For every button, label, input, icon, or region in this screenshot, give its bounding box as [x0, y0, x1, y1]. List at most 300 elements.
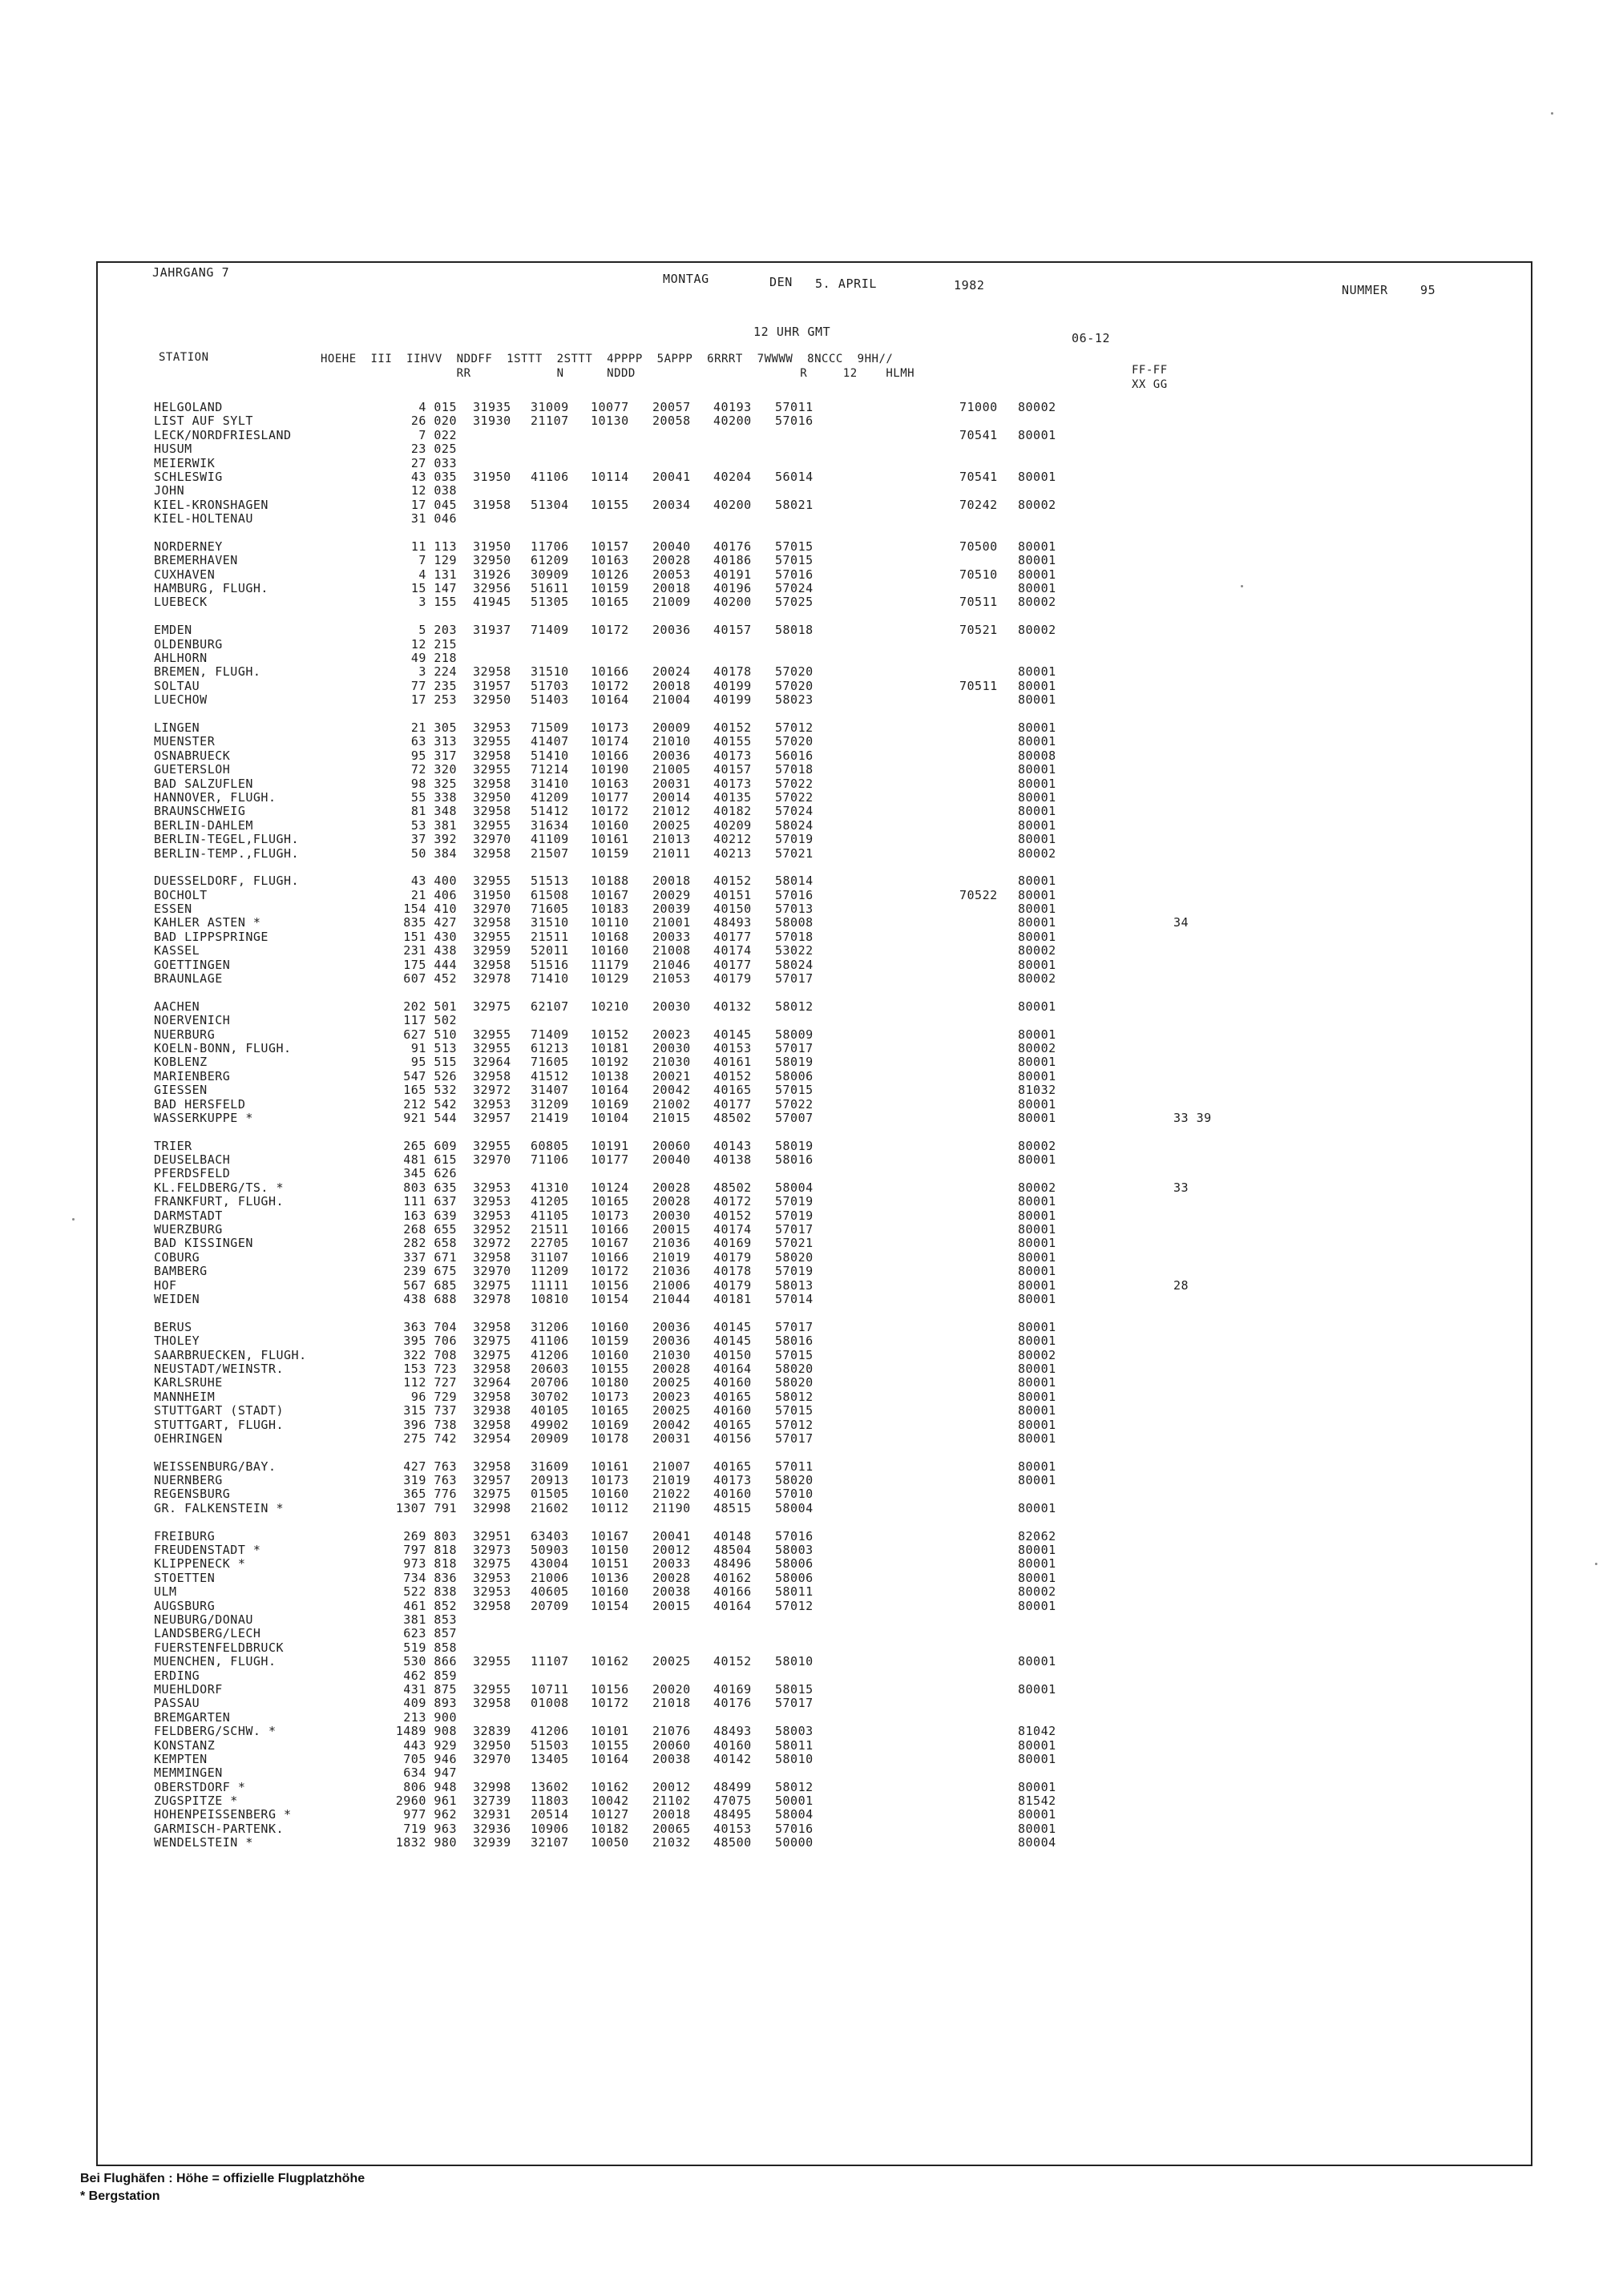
code-4pppp: 40135 [713, 789, 752, 805]
code-nddff: 41407 [531, 734, 569, 749]
code-1sttt: 10157 [591, 539, 629, 554]
code-nddff: 21511 [531, 1222, 569, 1237]
station-name: NEUBURG/DONAU [154, 1612, 253, 1627]
elevation-block: 21 305 [410, 720, 457, 735]
code-8nccc: 80001 [1018, 1556, 1056, 1572]
code-nddff: 41209 [531, 789, 569, 805]
station-name: NOERVENICH [154, 1013, 231, 1028]
code-iihvv: 32975 [473, 1334, 511, 1349]
station-name: AACHEN [154, 999, 200, 1014]
code-8nccc: 80002 [1018, 623, 1056, 638]
code-1sttt: 10168 [591, 929, 629, 944]
code-2sttt: 20040 [652, 1152, 691, 1168]
code-4pppp: 40165 [713, 1389, 752, 1404]
elevation-block: 275 742 [403, 1430, 457, 1446]
station-name: BAD LIPPSPRINGE [154, 929, 269, 944]
code-4pppp: 40213 [713, 845, 752, 861]
extra-column-top: 06-12 [1072, 331, 1111, 345]
code-4pppp: 48502 [713, 1180, 752, 1195]
code-1sttt: 10190 [591, 762, 629, 777]
station-name: BAMBERG [154, 1264, 208, 1279]
code-8nccc: 80001 [1018, 1334, 1056, 1349]
code-2sttt: 21011 [652, 845, 691, 861]
code-4pppp: 40164 [713, 1598, 752, 1613]
code-8nccc: 80002 [1018, 1138, 1056, 1153]
code-7wwww: 70500 [959, 539, 998, 554]
code-4pppp: 40209 [713, 817, 752, 833]
scan-speck [1241, 585, 1243, 587]
code-5appp: 58020 [775, 1375, 814, 1390]
code-2sttt: 20028 [652, 1180, 691, 1195]
code-iihvv: 31950 [473, 887, 511, 902]
code-5appp: 57024 [775, 581, 814, 596]
code-iihvv: 32975 [473, 999, 511, 1014]
station-name: MUENSTER [154, 734, 216, 749]
code-4pppp: 40193 [713, 400, 752, 414]
elevation-block: 481 615 [403, 1152, 457, 1168]
code-1sttt: 10166 [591, 1222, 629, 1237]
code-4pppp: 40191 [713, 567, 752, 582]
code-5appp: 58021 [775, 497, 814, 512]
code-2sttt: 21053 [652, 971, 691, 987]
elevation-block: 17 045 [410, 497, 457, 512]
code-2sttt: 20042 [652, 1083, 691, 1098]
code-nddff: 20913 [531, 1473, 569, 1488]
code-2sttt: 21009 [652, 595, 691, 610]
elevation-block: 7 022 [418, 427, 457, 442]
code-nddff: 71605 [531, 902, 569, 917]
code-5appp: 57016 [775, 887, 814, 902]
station-name: AUGSBURG [154, 1598, 216, 1613]
code-1sttt: 10173 [591, 1389, 629, 1404]
code-nddff: 30909 [531, 567, 569, 582]
station-name: BRAUNLAGE [154, 971, 223, 987]
station-name: WENDELSTEIN * [154, 1835, 253, 1850]
station-name: LUECHOW [154, 692, 208, 708]
elevation-block: 1832 980 [395, 1835, 457, 1850]
station-name: BERUS [154, 1319, 192, 1334]
code-1sttt: 10114 [591, 469, 629, 484]
station-name: STUTTGART, FLUGH. [154, 1417, 285, 1432]
code-1sttt: 10167 [591, 887, 629, 902]
elevation-block: 719 963 [403, 1821, 457, 1836]
station-name: HELGOLAND [154, 400, 223, 414]
code-4pppp: 48495 [713, 1807, 752, 1822]
code-iihvv: 32739 [473, 1794, 511, 1809]
code-4pppp: 40165 [713, 1083, 752, 1098]
code-2sttt: 20020 [652, 1681, 691, 1697]
code-5appp: 57021 [775, 1236, 814, 1251]
elevation-block: 461 852 [403, 1598, 457, 1613]
station-name: THOLEY [154, 1334, 200, 1349]
code-1sttt: 10156 [591, 1681, 629, 1697]
code-nddff: 21006 [531, 1570, 569, 1585]
code-2sttt: 20040 [652, 539, 691, 554]
code-nddff: 61209 [531, 553, 569, 568]
code-2sttt: 20025 [652, 817, 691, 833]
code-8nccc: 80002 [1018, 1040, 1056, 1055]
elevation-block: 363 704 [403, 1319, 457, 1334]
code-1sttt: 10160 [591, 1487, 629, 1502]
code-8nccc: 80001 [1018, 874, 1056, 889]
code-5appp: 58010 [775, 1654, 814, 1669]
code-1sttt: 10151 [591, 1556, 629, 1572]
code-2sttt: 20018 [652, 1807, 691, 1822]
code-iihvv: 32953 [473, 1584, 511, 1600]
elevation-block: 365 776 [403, 1487, 457, 1502]
code-8nccc: 80001 [1018, 1570, 1056, 1585]
elevation-block: 96 729 [410, 1389, 457, 1404]
code-1sttt: 10161 [591, 832, 629, 847]
code-1sttt: 10178 [591, 1430, 629, 1446]
code-8nccc: 82062 [1018, 1528, 1056, 1543]
code-8nccc: 80001 [1018, 1417, 1056, 1432]
elevation-block: 705 946 [403, 1751, 457, 1766]
code-iihvv: 32955 [473, 817, 511, 833]
code-1sttt: 10155 [591, 1737, 629, 1753]
code-iihvv: 32936 [473, 1821, 511, 1836]
code-5appp: 58011 [775, 1737, 814, 1753]
code-2sttt: 20018 [652, 581, 691, 596]
elevation-block: 337 671 [403, 1249, 457, 1265]
code-1sttt: 10159 [591, 1334, 629, 1349]
elevation-block: 154 410 [403, 902, 457, 917]
code-1sttt: 10162 [591, 1779, 629, 1794]
station-name: PFERDSFELD [154, 1166, 231, 1181]
code-4pppp: 40204 [713, 469, 752, 484]
code-1sttt: 10160 [591, 1319, 629, 1334]
code-4pppp: 40152 [713, 874, 752, 889]
code-2sttt: 20060 [652, 1138, 691, 1153]
code-iihvv: 32953 [473, 720, 511, 735]
code-2sttt: 20028 [652, 1570, 691, 1585]
code-8nccc: 80001 [1018, 664, 1056, 680]
code-iihvv: 32958 [473, 1598, 511, 1613]
year-label: 1982 [954, 278, 985, 293]
code-7wwww: 70521 [959, 623, 998, 638]
station-name: SAARBRUECKEN, FLUGH. [154, 1347, 307, 1362]
elevation-block: 319 763 [403, 1473, 457, 1488]
code-nddff: 10906 [531, 1821, 569, 1836]
station-name: KIEL-HOLTENAU [154, 511, 253, 527]
station-name: FRANKFURT, FLUGH. [154, 1194, 285, 1209]
code-5appp: 58010 [775, 1751, 814, 1766]
code-2sttt: 20014 [652, 789, 691, 805]
station-name: ZUGSPITZE * [154, 1794, 238, 1809]
code-5appp: 57016 [775, 567, 814, 582]
code-nddff: 51516 [531, 957, 569, 972]
code-nddff: 31009 [531, 400, 569, 414]
elevation-block: 49 218 [410, 651, 457, 666]
elevation-block: 345 626 [403, 1166, 457, 1181]
code-1sttt: 10162 [591, 1654, 629, 1669]
code-8nccc: 80001 [1018, 1500, 1056, 1515]
code-5appp: 57016 [775, 1528, 814, 1543]
code-4pppp: 40155 [713, 734, 752, 749]
code-4pppp: 40152 [713, 1654, 752, 1669]
code-iihvv: 31930 [473, 414, 511, 429]
code-iihvv: 32957 [473, 1110, 511, 1125]
elevation-block: 395 706 [403, 1334, 457, 1349]
code-5appp: 58019 [775, 1055, 814, 1070]
station-name: KAHLER ASTEN * [154, 915, 261, 930]
station-name: STUTTGART (STADT) [154, 1403, 285, 1418]
code-8nccc: 80002 [1018, 497, 1056, 512]
elevation-block: 567 685 [403, 1277, 457, 1293]
elevation-block: 15 147 [410, 581, 457, 596]
code-2sttt: 20031 [652, 1430, 691, 1446]
elevation-block: 268 655 [403, 1222, 457, 1237]
code-nddff: 22705 [531, 1236, 569, 1251]
code-5appp: 57017 [775, 1696, 814, 1711]
code-nddff: 71106 [531, 1152, 569, 1168]
code-5appp: 58015 [775, 1681, 814, 1697]
code-8nccc: 81542 [1018, 1794, 1056, 1809]
station-name: STOETTEN [154, 1570, 216, 1585]
elevation-block: 623 857 [403, 1626, 457, 1641]
code-iihvv: 32958 [473, 957, 511, 972]
code-iihvv: 32953 [473, 1180, 511, 1195]
station-name: OLDENBURG [154, 636, 223, 652]
code-1sttt: 10164 [591, 1083, 629, 1098]
station-name: MEIERWIK [154, 455, 216, 470]
code-nddff: 10711 [531, 1681, 569, 1697]
code-2sttt: 21005 [652, 762, 691, 777]
code-5appp: 57010 [775, 1487, 814, 1502]
station-name: BERLIN-TEGEL,FLUGH. [154, 832, 300, 847]
code-nddff: 41310 [531, 1180, 569, 1195]
code-1sttt: 10165 [591, 1194, 629, 1209]
code-8nccc: 80002 [1018, 943, 1056, 958]
code-8nccc: 80001 [1018, 1027, 1056, 1042]
code-8nccc: 80001 [1018, 427, 1056, 442]
code-4pppp: 40150 [713, 902, 752, 917]
station-name: MANNHEIM [154, 1389, 216, 1404]
code-4pppp: 40160 [713, 1375, 752, 1390]
elevation-block: 26 020 [410, 414, 457, 429]
code-2sttt: 21030 [652, 1347, 691, 1362]
code-1sttt: 10154 [591, 1292, 629, 1306]
code-4pppp: 40132 [713, 999, 752, 1014]
code-4pppp: 48493 [713, 915, 752, 930]
station-name: LINGEN [154, 720, 200, 735]
code-iihvv: 32958 [473, 748, 511, 763]
station-name: BRAUNSCHWEIG [154, 804, 246, 819]
code-8nccc: 80001 [1018, 1264, 1056, 1279]
code-iihvv: 32970 [473, 1264, 511, 1279]
code-iihvv: 32958 [473, 1319, 511, 1334]
elevation-block: 4 015 [418, 400, 457, 414]
code-iihvv: 32954 [473, 1430, 511, 1446]
code-4pppp: 40199 [713, 678, 752, 693]
code-iihvv: 32958 [473, 1459, 511, 1474]
code-5appp: 57019 [775, 832, 814, 847]
code-5appp: 58020 [775, 1249, 814, 1265]
elevation-block: 803 635 [403, 1180, 457, 1195]
station-name: TRIER [154, 1138, 192, 1153]
code-1sttt: 10172 [591, 1264, 629, 1279]
code-2sttt: 20033 [652, 1556, 691, 1572]
elevation-block: 381 853 [403, 1612, 457, 1627]
elevation-block: 4 131 [418, 567, 457, 582]
elevation-block: 81 348 [410, 804, 457, 819]
code-8nccc: 80001 [1018, 581, 1056, 596]
code-4pppp: 48493 [713, 1724, 752, 1739]
code-4pppp: 40152 [713, 1068, 752, 1083]
code-8nccc: 80001 [1018, 902, 1056, 917]
code-nddff: 11706 [531, 539, 569, 554]
station-name: BAD SALZUFLEN [154, 776, 253, 791]
code-8nccc: 80001 [1018, 1319, 1056, 1334]
elevation-block: 427 763 [403, 1459, 457, 1474]
scan-speck [72, 1218, 75, 1221]
code-2sttt: 21006 [652, 1277, 691, 1293]
elevation-block: 973 818 [403, 1556, 457, 1572]
code-iihvv: 32975 [473, 1487, 511, 1502]
code-4pppp: 40145 [713, 1027, 752, 1042]
code-1sttt: 10192 [591, 1055, 629, 1070]
code-4pppp: 40199 [713, 692, 752, 708]
station-name: MEMMINGEN [154, 1765, 223, 1781]
station-name: MUEHLDORF [154, 1681, 223, 1697]
code-2sttt: 21002 [652, 1096, 691, 1112]
elevation-block: 282 658 [403, 1236, 457, 1251]
code-4pppp: 48496 [713, 1556, 752, 1572]
code-4pppp: 40145 [713, 1334, 752, 1349]
code-5appp: 58016 [775, 1334, 814, 1349]
wind-extra: 33 39 [1173, 1110, 1212, 1125]
elevation-block: 31 046 [410, 511, 457, 527]
elevation-block: 607 452 [403, 971, 457, 987]
code-2sttt: 20012 [652, 1779, 691, 1794]
station-name: BREMEN, FLUGH. [154, 664, 261, 680]
code-5appp: 58014 [775, 874, 814, 889]
code-5appp: 57020 [775, 664, 814, 680]
elevation-block: 212 542 [403, 1096, 457, 1112]
station-name: KOELN-BONN, FLUGH. [154, 1040, 292, 1055]
code-4pppp: 40169 [713, 1236, 752, 1251]
elevation-block: 231 438 [403, 943, 457, 958]
code-iihvv: 32953 [473, 1096, 511, 1112]
code-nddff: 40105 [531, 1403, 569, 1418]
code-4pppp: 40165 [713, 1417, 752, 1432]
code-8nccc: 80008 [1018, 748, 1056, 763]
code-2sttt: 20009 [652, 720, 691, 735]
code-4pppp: 40160 [713, 1487, 752, 1502]
code-1sttt: 10167 [591, 1528, 629, 1543]
code-5appp: 58006 [775, 1556, 814, 1572]
code-5appp: 57012 [775, 720, 814, 735]
code-4pppp: 40164 [713, 1361, 752, 1376]
elevation-block: 547 526 [403, 1068, 457, 1083]
code-4pppp: 40143 [713, 1138, 752, 1153]
code-5appp: 57019 [775, 1264, 814, 1279]
code-2sttt: 20058 [652, 414, 691, 429]
code-5appp: 58019 [775, 1138, 814, 1153]
code-8nccc: 80001 [1018, 1598, 1056, 1613]
code-8nccc: 80001 [1018, 539, 1056, 554]
code-4pppp: 40166 [713, 1584, 752, 1600]
station-name: GIESSEN [154, 1083, 208, 1098]
elevation-block: 977 962 [403, 1807, 457, 1822]
code-2sttt: 21007 [652, 1459, 691, 1474]
code-nddff: 11803 [531, 1794, 569, 1809]
code-iihvv: 31926 [473, 567, 511, 582]
station-name: FUERSTENFELDBRUCK [154, 1640, 285, 1655]
elevation-block: 95 317 [410, 748, 457, 763]
code-5appp: 53022 [775, 943, 814, 958]
code-iihvv: 32957 [473, 1473, 511, 1488]
code-2sttt: 21022 [652, 1487, 691, 1502]
code-nddff: 21511 [531, 929, 569, 944]
code-1sttt: 10180 [591, 1375, 629, 1390]
code-nddff: 41109 [531, 832, 569, 847]
elevation-block: 797 818 [403, 1543, 457, 1558]
station-name: HAMBURG, FLUGH. [154, 581, 269, 596]
code-nddff: 20709 [531, 1598, 569, 1613]
code-iihvv: 32953 [473, 1194, 511, 1209]
elevation-block: 50 384 [410, 845, 457, 861]
footnote-airport-elevation: Bei Flughäfen : Höhe = offizielle Flugplatzhöhe [80, 2172, 365, 2185]
code-4pppp: 40173 [713, 1473, 752, 1488]
code-5appp: 57017 [775, 1319, 814, 1334]
code-2sttt: 20053 [652, 567, 691, 582]
code-nddff: 51410 [531, 748, 569, 763]
code-5appp: 50001 [775, 1794, 814, 1809]
elevation-block: 91 513 [410, 1040, 457, 1055]
code-nddff: 71605 [531, 1055, 569, 1070]
code-2sttt: 20036 [652, 1334, 691, 1349]
code-nddff: 21419 [531, 1110, 569, 1125]
station-name: FREUDENSTADT * [154, 1543, 261, 1558]
code-5appp: 57015 [775, 1403, 814, 1418]
weekday-label: MONTAG [663, 272, 709, 286]
elevation-block: 112 727 [403, 1375, 457, 1390]
wind-column-subheader: XX GG [1132, 378, 1168, 391]
station-name: KIEL-KRONSHAGEN [154, 497, 269, 512]
code-4pppp: 40179 [713, 1277, 752, 1293]
code-iihvv: 32955 [473, 1654, 511, 1669]
code-nddff: 71410 [531, 971, 569, 987]
code-nddff: 51703 [531, 678, 569, 693]
station-name: MUENCHEN, FLUGH. [154, 1654, 277, 1669]
code-nddff: 20603 [531, 1361, 569, 1376]
code-2sttt: 20021 [652, 1068, 691, 1083]
code-2sttt: 20030 [652, 999, 691, 1014]
station-name: FELDBERG/SCHW. * [154, 1724, 277, 1739]
code-2sttt: 21018 [652, 1696, 691, 1711]
code-nddff: 30702 [531, 1389, 569, 1404]
code-iihvv: 32951 [473, 1528, 511, 1543]
code-4pppp: 40169 [713, 1681, 752, 1697]
code-5appp: 57015 [775, 1347, 814, 1362]
code-nddff: 11209 [531, 1264, 569, 1279]
code-5appp: 58006 [775, 1570, 814, 1585]
station-name: PASSAU [154, 1696, 200, 1711]
code-7wwww: 70522 [959, 887, 998, 902]
code-2sttt: 20024 [652, 664, 691, 680]
code-5appp: 57016 [775, 1821, 814, 1836]
station-name: WASSERKUPPE * [154, 1110, 253, 1125]
code-nddff: 61213 [531, 1040, 569, 1055]
code-8nccc: 80001 [1018, 553, 1056, 568]
code-2sttt: 20030 [652, 1040, 691, 1055]
station-name: DARMSTADT [154, 1208, 223, 1223]
code-8nccc: 80001 [1018, 1473, 1056, 1488]
code-5appp: 57012 [775, 1598, 814, 1613]
elevation-block: 163 639 [403, 1208, 457, 1223]
elevation-block: 3 224 [418, 664, 457, 680]
